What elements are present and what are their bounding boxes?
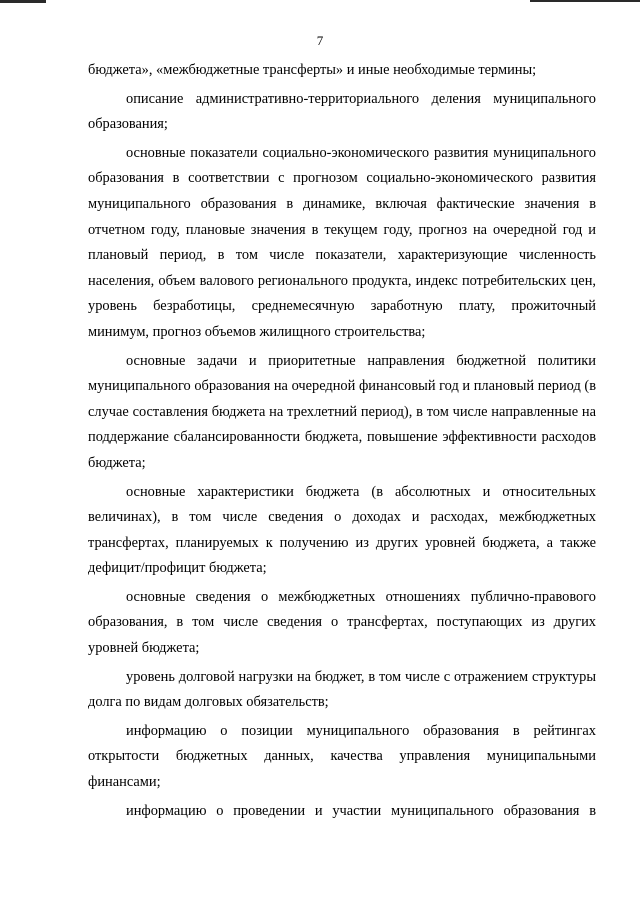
scan-edge-mark-left xyxy=(0,0,46,3)
paragraph-interbudget-relations: основные сведения о межбюджетных отношениях публично-правового образования, в том числе сведения о трансфертах, поступающих из других уровней бюджета; xyxy=(88,588,596,657)
paragraph-socioeconomic-indicators: основные показатели социально-экономического развития муниципального образования в соответствии с прогнозом социально-экономического развития муниципального образования в динамике, включая фактические значения в отчетном году, плановые значения в текущем году, прогноз на очередной год и плановый период, в том числе показатели, характеризующие численность населения, объем валового регионального продукта, индекс потребительских цен, уровень безработицы, среднемесячную заработную плату, прожиточный минимум, прогноз объемов жилищного строительства; xyxy=(88,144,596,340)
paragraph-continuation: бюджета», «межбюджетные трансферты» и иные необходимые термины; xyxy=(88,62,537,78)
paragraph-budget-characteristics: основные характеристики бюджета (в абсолютных и относительных величинах), в том числе сведения о доходах и расходах, межбюджетных трансфертах, планируемых к получению из других уровней бюджета, а также дефицит/профицит бюджета; xyxy=(88,483,596,577)
paragraph-territorial-division: описание административно-территориального деления муниципального образования; xyxy=(88,90,596,133)
paragraph-transparency-ratings: информацию о позиции муниципального образования в рейтингах открытости бюджетных данных, качества управления муниципальными финансами; xyxy=(88,722,596,791)
paragraph-debt-load: уровень долговой нагрузки на бюджет, в том числе с отражением структуры долга по видам долговых обязательств; xyxy=(88,668,596,711)
document-body xyxy=(88,58,596,827)
paragraph-budget-policy: основные задачи и приоритетные направления бюджетной политики муниципального образования на очередной финансовый год и плановый период (в случае составления бюджета на трехлетний период), в том числе направленные на поддержание сбалансированности бюджета, повышение эффективности расходов бюджета; xyxy=(88,352,596,471)
paragraph-participation: информацию о проведении и участии муниципального образования в xyxy=(126,802,596,819)
page-number: 7 xyxy=(316,33,324,48)
scan-edge-mark-right xyxy=(530,0,640,2)
